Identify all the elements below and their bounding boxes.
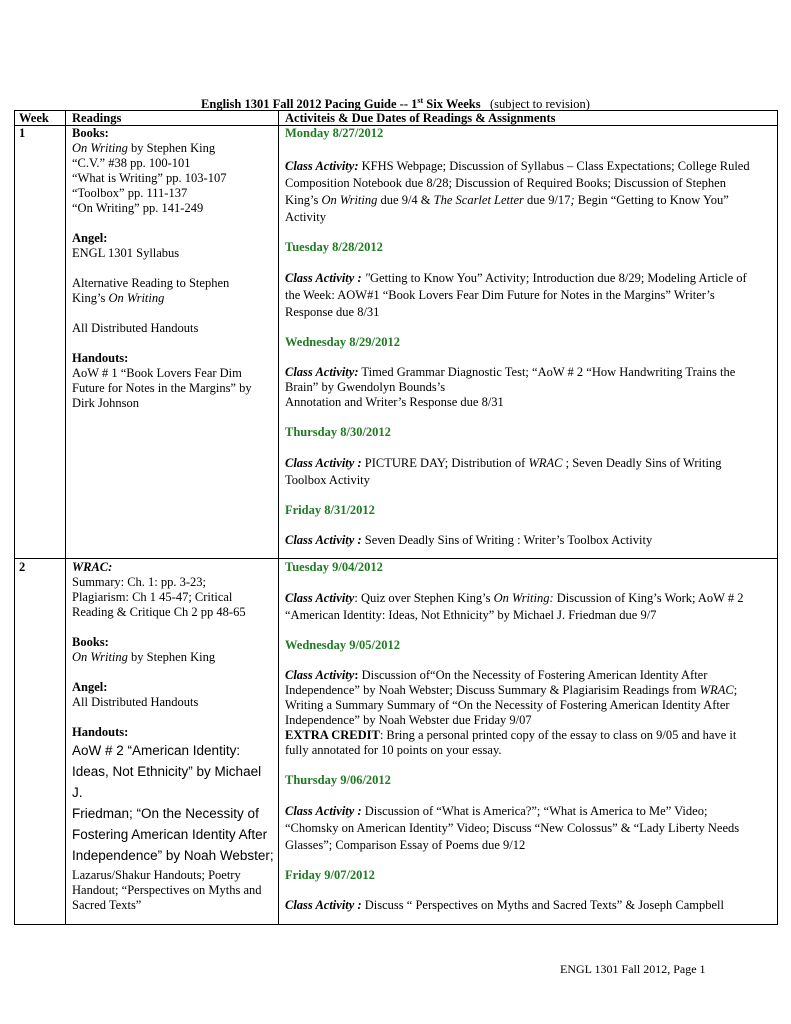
title-tail: Six Weeks bbox=[423, 97, 481, 112]
day-date: Monday 8/27/2012 bbox=[285, 126, 384, 140]
reading-item: Handout; “Perspectives on Myths and bbox=[72, 883, 262, 897]
reading-item: On Writing by Stephen King bbox=[72, 650, 216, 664]
class-activity: Class Activity: Timed Grammar Diagnostic Test; “AoW # 2 “How Handwriting Trains the Brain” by Gwendolyn Bounds’s bbox=[285, 365, 736, 394]
reading-item: Alternative Reading to Stephen bbox=[72, 276, 230, 290]
reading-item: “C.V.” #38 pp. 100-101 bbox=[72, 156, 191, 170]
reading-item: On Writing by Stephen King bbox=[72, 141, 216, 155]
handouts-label: Handouts: bbox=[72, 351, 129, 365]
reading-item: Fostering American Identity After bbox=[72, 827, 268, 842]
reading-item: Friedman; “On the Necessity of bbox=[72, 806, 259, 821]
page-footer: ENGL 1301 Fall 2012, Page 1 bbox=[560, 962, 706, 976]
class-activity: Class Activity: KFHS Webpage; Discussion of Syllabus – Class Expectations; College Ruled Composition Notebook due 8/28; Discussion of Required Books; Discussion of Stephen King’s On Writing due 9/4 & The Scarlet Letter due 9/17; Begin “Getting to Know You” Activity bbox=[285, 159, 750, 224]
day-date: Thursday 8/30/2012 bbox=[285, 425, 391, 439]
reading-item: AoW # 2 “American Identity: bbox=[72, 743, 241, 758]
books-label: Books: bbox=[72, 126, 109, 140]
row-divider bbox=[15, 558, 777, 559]
title-superscript: st bbox=[417, 96, 424, 105]
class-activity: Class Activity : Discuss “ Perspectives on Myths and Sacred Texts” & Joseph Campbell bbox=[285, 898, 725, 912]
pacing-table bbox=[14, 110, 778, 925]
angel-label: Angel: bbox=[72, 680, 108, 694]
week-number: 1 bbox=[19, 126, 26, 140]
day-date: Tuesday 8/28/2012 bbox=[285, 240, 383, 254]
header-readings: Readings bbox=[72, 111, 122, 125]
reading-item: King’s On Writing bbox=[72, 291, 165, 305]
reading-item: Lazarus/Shakur Handouts; Poetry bbox=[72, 868, 241, 882]
column-divider bbox=[278, 111, 279, 924]
day-date: Wednesday 9/05/2012 bbox=[285, 638, 400, 652]
week1-readings bbox=[72, 126, 272, 411]
day-date: Tuesday 9/04/2012 bbox=[285, 560, 383, 574]
day-date: Thursday 9/06/2012 bbox=[285, 773, 391, 787]
header-week: Week bbox=[19, 111, 49, 125]
extra-credit: EXTRA CREDIT: Bring a personal printed copy of the essay to class on 9/05 and have it fully annotated for 10 points on your essay. bbox=[285, 728, 737, 757]
column-divider bbox=[65, 111, 66, 924]
class-activity-note: Annotation and Writer’s Response due 8/31 bbox=[285, 395, 504, 409]
reading-item: Ideas, Not Ethnicity” by Michael J. bbox=[72, 764, 262, 800]
wrac-label: WRAC: bbox=[72, 560, 113, 574]
week-number: 2 bbox=[19, 560, 26, 574]
reading-item: “On Writing” pp. 141-249 bbox=[72, 201, 204, 215]
week2-activities bbox=[285, 560, 755, 913]
books-label: Books: bbox=[72, 635, 109, 649]
title-main: English 1301 Fall 2012 Pacing Guide -- 1 bbox=[201, 97, 418, 112]
reading-item: All Distributed Handouts bbox=[72, 695, 199, 709]
reading-item: Summary: Ch. 1: pp. 3-23; bbox=[72, 575, 207, 589]
week2-readings bbox=[72, 560, 275, 913]
reading-item: Sacred Texts” bbox=[72, 898, 142, 912]
day-date: Wednesday 8/29/2012 bbox=[285, 335, 400, 349]
class-activity: Class Activity: Discussion of“On the Necessity of Fostering American Identity After Independence” by Noah Webster; Discuss Summary & Plagiarisim Readings from WRAC; Writing a Summary Summary of “On the Necessity of Fostering American Identity After Independence” by Noah Webster due Friday 9/07 bbox=[285, 668, 738, 727]
class-activity: Class Activity : PICTURE DAY; Distribution of WRAC ; Seven Deadly Sins of Writing Toolbox Activity bbox=[285, 456, 722, 487]
reading-item: AoW # 1 “Book Lovers Fear Dim bbox=[72, 366, 242, 380]
reading-item: Independence” by Noah Webster; bbox=[72, 848, 274, 863]
reading-item: Future for Notes in the Margins” by bbox=[72, 381, 252, 395]
reading-item: Plagiarism: Ch 1 45-47; Critical bbox=[72, 590, 233, 604]
reading-item: “What is Writing” pp. 103-107 bbox=[72, 171, 227, 185]
class-activity: Class Activity : Seven Deadly Sins of Writing : Writer’s Toolbox Activity bbox=[285, 533, 653, 547]
reading-item: Dirk Johnson bbox=[72, 396, 140, 410]
title-note: (subject to revision) bbox=[489, 97, 590, 112]
reading-item: All Distributed Handouts bbox=[72, 321, 199, 335]
day-date: Friday 8/31/2012 bbox=[285, 503, 375, 517]
angel-label: Angel: bbox=[72, 231, 108, 245]
class-activity: Class Activity: Quiz over Stephen King’s On Writing: Discussion of King’s Work; AoW # 2 “American Identity: Ideas, Not Ethnicity” by Michael J. Friedman due 9/7 bbox=[285, 591, 744, 622]
class-activity: Class Activity : Discussion of “What is America?”; “What is America to Me” Video; “Chomsky on American Identity” Video; Discuss “New Colossus” & “Lady Liberty Needs Glasses”; Comparison Essay of Poems due 9/12 bbox=[285, 804, 740, 852]
week1-activities bbox=[285, 126, 755, 548]
handouts-label: Handouts: bbox=[72, 725, 129, 739]
class-activity: Class Activity : "Getting to Know You” Activity; Introduction due 8/29; Modeling Article of the Week: AOW#1 “Book Lovers Fear Dim Future for Notes in the Margins” Writer’s Response due 8/31 bbox=[285, 271, 747, 319]
day-date: Friday 9/07/2012 bbox=[285, 868, 375, 882]
reading-item: “Toolbox” pp. 111-137 bbox=[72, 186, 188, 200]
reading-item: ENGL 1301 Syllabus bbox=[72, 246, 180, 260]
header-activities: Activiteis & Due Dates of Readings & Assignments bbox=[285, 111, 556, 125]
reading-item: Reading & Critique Ch 2 pp 48-65 bbox=[72, 605, 246, 619]
